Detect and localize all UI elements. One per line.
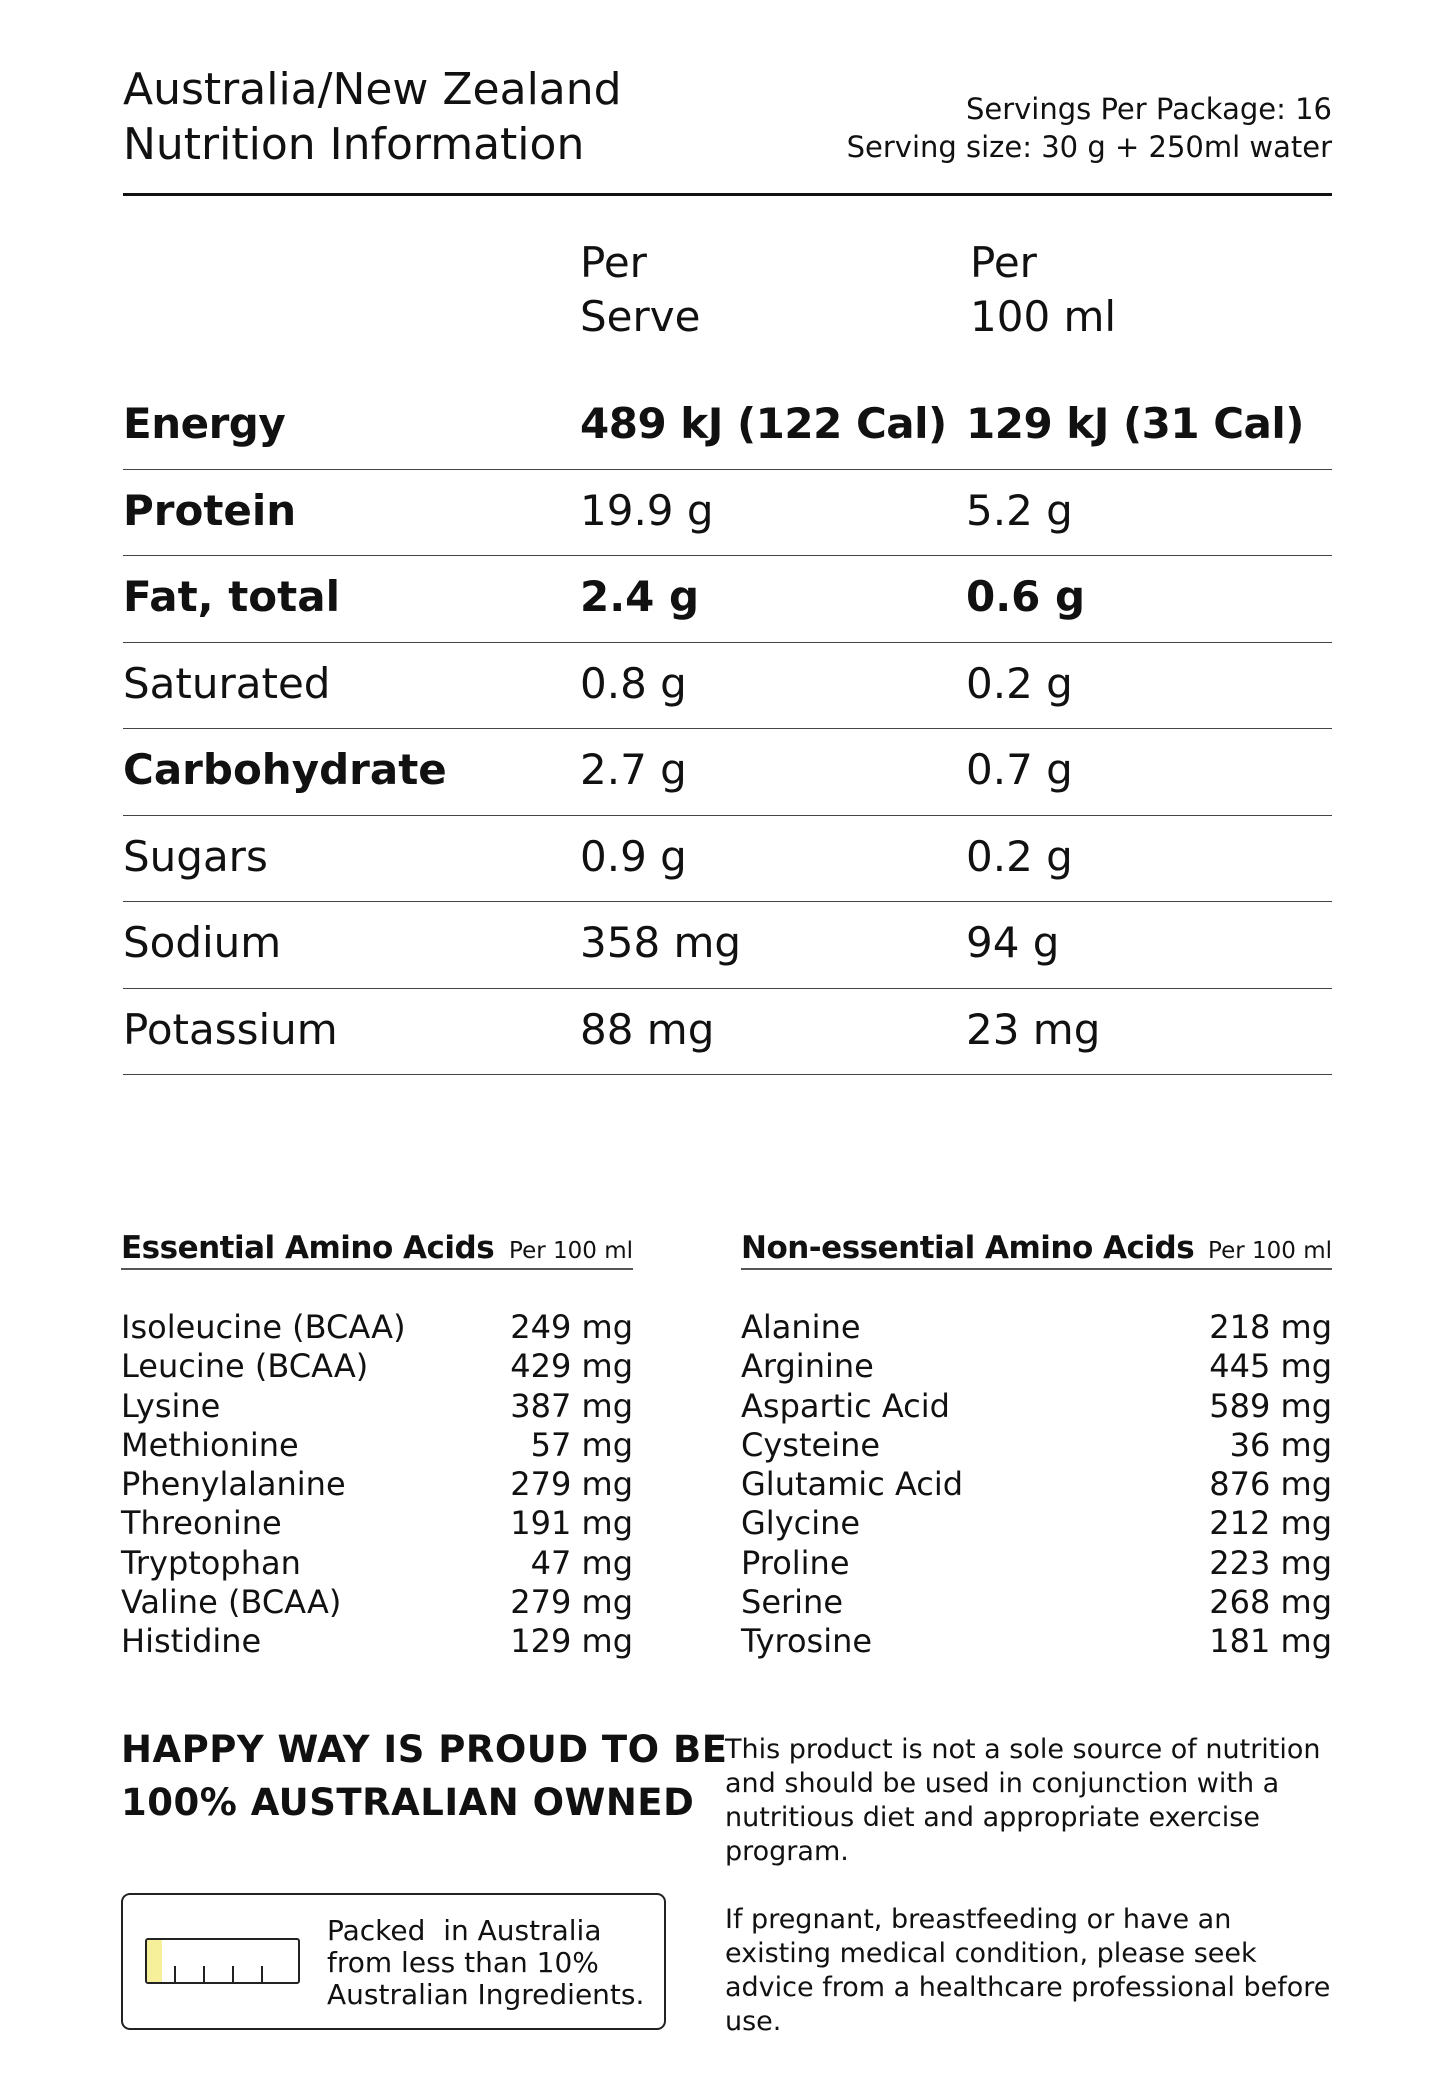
amino-name: Valine (BCAA)	[121, 1583, 342, 1622]
country-of-origin-label	[121, 1893, 666, 2030]
amino-name: Aspartic Acid	[741, 1386, 950, 1425]
nutrient-row-potassium	[123, 989, 1332, 1076]
nonessential-amino-unit: Per 100 ml	[1208, 1238, 1332, 1264]
nutrient-row-sodium	[123, 902, 1332, 989]
nutrient-per-serve: 2.7 g	[580, 745, 687, 794]
proud-line-1: HAPPY WAY IS PROUD TO BE	[121, 1728, 728, 1771]
list-item	[741, 1583, 1332, 1622]
list-item	[121, 1426, 633, 1465]
list-item	[121, 1465, 633, 1504]
amino-name: Tyrosine	[741, 1622, 873, 1661]
serving-info	[847, 90, 1332, 166]
list-item	[741, 1347, 1332, 1386]
nutrient-per-100ml: 0.7 g	[966, 745, 1073, 794]
australian-ingredients-meter	[145, 1938, 300, 1984]
list-item	[741, 1426, 1332, 1465]
amino-value: 279 mg	[510, 1465, 633, 1504]
disclaimer-medical: If pregnant, breastfeeding or have an existing medical condition, please seek advice from a healthcare professional before use.	[725, 1904, 1331, 2037]
nutrient-per-100ml: 0.2 g	[966, 658, 1073, 708]
amino-value: 249 mg	[510, 1308, 633, 1346]
page-title	[123, 62, 622, 172]
nutrient-name: Carbohydrate	[123, 745, 447, 794]
packed-line-3: Australian Ingredients.	[327, 1978, 645, 2011]
amino-name: Cysteine	[741, 1425, 881, 1464]
nutrient-per-100ml: 0.2 g	[966, 831, 1073, 881]
amino-name: Glutamic Acid	[741, 1465, 964, 1504]
list-item	[741, 1308, 1332, 1347]
amino-name: Serine	[741, 1583, 844, 1622]
proud-line-2: 100% AUSTRALIAN OWNED	[121, 1781, 695, 1824]
nutrient-name: Saturated	[123, 658, 331, 708]
nutrient-name: Sugars	[123, 831, 268, 881]
list-item	[121, 1308, 633, 1347]
list-item	[741, 1465, 1332, 1504]
packed-line-2: from less than 10%	[327, 1946, 599, 1979]
servings-per-package: Servings Per Package: 16	[965, 92, 1332, 126]
list-item	[121, 1544, 633, 1583]
nutrient-row-protein	[123, 470, 1332, 557]
meter-tick	[174, 1966, 176, 1982]
amino-name: Phenylalanine	[121, 1465, 346, 1504]
nutrient-per-serve: 0.8 g	[580, 658, 687, 708]
list-item	[741, 1622, 1332, 1661]
nutrient-per-100ml: 5.2 g	[966, 485, 1073, 535]
amino-value: 387 mg	[510, 1386, 633, 1425]
nonessential-amino-title: Non-essential Amino Acids	[741, 1230, 1195, 1266]
top-divider	[123, 193, 1332, 196]
column-header-per-100ml: Per 100 ml	[970, 238, 1117, 341]
nutrient-name: Energy	[123, 399, 286, 448]
nonessential-amino-header	[741, 1230, 1332, 1270]
nutrient-per-serve: 358 mg	[580, 918, 742, 967]
amino-name: Arginine	[741, 1347, 874, 1386]
amino-name: Lysine	[121, 1386, 221, 1425]
amino-value: 279 mg	[510, 1583, 633, 1622]
nonessential-amino-list	[741, 1308, 1332, 1662]
amino-value: 268 mg	[1209, 1583, 1332, 1622]
nonessential-amino-acids-table	[741, 1230, 1332, 1662]
amino-value: 129 mg	[510, 1622, 633, 1661]
nutrient-name: Protein	[123, 485, 297, 535]
list-item	[741, 1504, 1332, 1543]
title-line-2: Nutrition Information	[123, 119, 585, 170]
amino-name: Proline	[741, 1543, 850, 1582]
nutrient-row-fat-total	[123, 556, 1332, 643]
list-item	[121, 1622, 633, 1661]
packed-line-1: Packed in Australia	[327, 1914, 602, 1947]
nutrient-row-carbohydrate	[123, 729, 1332, 816]
nutrient-per-serve: 19.9 g	[580, 485, 714, 535]
essential-amino-title: Essential Amino Acids	[121, 1230, 495, 1266]
nutrient-per-serve: 2.4 g	[580, 572, 700, 621]
nutrient-name: Sodium	[123, 918, 282, 967]
amino-value: 223 mg	[1209, 1543, 1332, 1582]
amino-value: 36 mg	[1229, 1425, 1332, 1464]
meter-tick	[232, 1966, 234, 1982]
nutrient-row-energy	[123, 383, 1332, 470]
essential-amino-list	[121, 1308, 633, 1662]
meter-fill	[147, 1940, 162, 1982]
column-header-per-serve: Per Serve	[580, 238, 701, 341]
amino-value: 445 mg	[1209, 1347, 1332, 1386]
amino-name: Glycine	[741, 1504, 861, 1543]
disclaimer-nutrition: This product is not a sole source of nutrition and should be used in conjunction with a nutritious diet and appropriate exercise program.	[725, 1734, 1321, 1867]
disclaimer	[725, 1733, 1335, 2073]
amino-value: 181 mg	[1209, 1622, 1332, 1661]
nutrient-row-sugars	[123, 816, 1332, 903]
nutrient-per-100ml: 0.6 g	[966, 572, 1086, 621]
nutrient-per-100ml: 94 g	[966, 918, 1060, 967]
nutrient-per-serve: 0.9 g	[580, 831, 687, 881]
list-item	[121, 1583, 633, 1622]
amino-value: 218 mg	[1209, 1308, 1332, 1346]
nutrient-per-serve: 489 kJ (122 Cal)	[580, 399, 947, 448]
essential-amino-acids-table	[121, 1230, 633, 1662]
australian-owned-statement	[121, 1723, 727, 1829]
amino-value: 589 mg	[1209, 1386, 1332, 1425]
amino-name: Tryptophan	[121, 1543, 301, 1582]
amino-value: 191 mg	[510, 1504, 633, 1543]
amino-name: Alanine	[741, 1308, 861, 1346]
nutrition-table	[123, 383, 1332, 1075]
packed-text	[327, 1915, 644, 2011]
list-item	[741, 1387, 1332, 1426]
essential-amino-unit: Per 100 ml	[509, 1238, 633, 1264]
meter-tick	[203, 1966, 205, 1982]
amino-value: 429 mg	[510, 1347, 633, 1386]
amino-value: 876 mg	[1209, 1465, 1332, 1504]
essential-amino-header	[121, 1230, 633, 1270]
meter-tick	[261, 1966, 263, 1982]
nutrient-per-serve: 88 mg	[580, 1004, 715, 1054]
amino-name: Threonine	[121, 1504, 282, 1543]
list-item	[741, 1544, 1332, 1583]
nutrient-per-100ml: 129 kJ (31 Cal)	[966, 399, 1304, 448]
list-item	[121, 1387, 633, 1426]
nutrient-name: Potassium	[123, 1004, 338, 1054]
list-item	[121, 1347, 633, 1386]
title-line-1: Australia/New Zealand	[123, 64, 622, 115]
nutrient-per-100ml: 23 mg	[966, 1004, 1101, 1054]
list-item	[121, 1504, 633, 1543]
amino-value: 47 mg	[530, 1543, 633, 1582]
serving-size: Serving size: 30 g + 250ml water	[846, 130, 1332, 164]
amino-value: 212 mg	[1209, 1504, 1332, 1543]
amino-name: Leucine (BCAA)	[121, 1347, 369, 1386]
nutrient-row-saturated	[123, 643, 1332, 730]
amino-name: Methionine	[121, 1425, 299, 1464]
nutrient-name: Fat, total	[123, 572, 340, 621]
amino-name: Isoleucine (BCAA)	[121, 1308, 406, 1346]
amino-value: 57 mg	[530, 1425, 633, 1464]
amino-name: Histidine	[121, 1622, 262, 1661]
